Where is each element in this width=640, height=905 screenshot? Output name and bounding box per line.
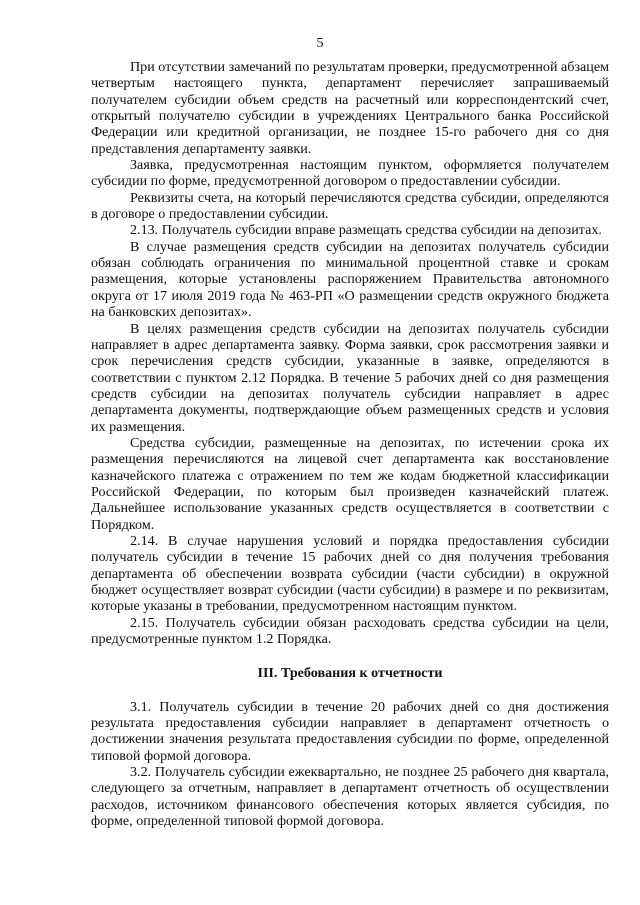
page-number: 5 — [316, 36, 324, 51]
section-heading-reporting: III. Требования к отчетности — [257, 665, 443, 682]
paragraph-3-2: 3.2. Получатель субсидии ежеквартально, не позднее 25 рабочего дня квартала, следующего за отчетным, направляет в департамент отчетность об осуществлении расходов, источником финансового обеспечения которых является субсидия, по форме, определенной типовой формой договора. — [91, 764, 609, 830]
paragraph-transfer-funds: При отсутствии замечаний по результатам проверки, предусмотренной абзацем четвертым настоящего пункта, департамент перечисляет запрашиваемый получателем субсидии объем средств на расчетный или корреспондентский счет, открытый получателю субсидии в учреждениях Центрального банка Российской Федерации или кредитной организации, не позднее 15-го рабочего дня со дня представления департаменту заявки. — [91, 59, 609, 157]
paragraph-2-14: 2.14. В случае нарушения условий и порядка предоставления субсидии получатель субсидии в течение 15 рабочих дней со дня получения требования департамента об обеспечении возврата субсидии (части субсидии) в окружной бюджет осуществляет возврат субсидии (части субсидии) в размере и по реквизитам, которые указаны в требовании, предусмотренном настоящим пунктом. — [91, 532, 609, 615]
paragraph-deposit-application: В целях размещения средств субсидии на депозитах получатель субсидии направляет в адрес департамента заявку. Форма заявки, срок рассмотрения заявки и срок перечисления средств субсидии, указанные в заявке, определяются в соответствии с пунктом 2.12 Порядка. В течение 5 рабочих дней со дня размещения средств субсидии на депозитах получатель субсидии направляет в адрес департамента документы, подтверждающие объем размещенных средств и условия их размещения. — [91, 320, 609, 435]
paragraph-account-details: Реквизиты счета, на который перечисляются средства субсидии, определяются в договоре о предоставлении субсидии. — [91, 189, 609, 223]
paragraph-deposit-return: Средства субсидии, размещенные на депозитах, по истечении срока их размещения перечисляются на лицевой счет департамента как восстановление казначейского платежа с отражением по тем же кодам бюджетной классификации Российской Федерации, по которым был произведен казначейский платеж. Дальнейшее использование указанных средств осуществляется в соответствии с Порядком. — [91, 434, 609, 533]
paragraph-application-form: Заявка, предусмотренная настоящим пунктом, оформляется получателем субсидии по форме, предусмотренной договором о предоставлении субсидии. — [91, 157, 609, 190]
paragraph-2-15: 2.15. Получатель субсидии обязан расходовать средства субсидии на цели, предусмотренные пунктом 1.2 Порядка. — [91, 614, 609, 648]
document-body — [91, 59, 609, 829]
paragraph-2-13: 2.13. Получатель субсидии вправе размещать средства субсидии на депозитах. — [130, 222, 602, 239]
paragraph-3-1: 3.1. Получатель субсидии в течение 20 рабочих дней со дня достижения результата предоставления субсидии направляет в департамент отчетность о достижении значения результата предоставления субсидии по форме, определенной типовой формой договора. — [91, 698, 609, 764]
paragraph-deposit-limits: В случае размещения средств субсидии на депозитах получатель субсидии обязан соблюдать ограничения по минимальной процентной ставке и срокам размещения, которые установлены распоряжением Правительства автономного округа от 17 июля 2019 года № 463-РП «О размещении средств окружного бюджета на банковских депозитах». — [91, 238, 609, 321]
